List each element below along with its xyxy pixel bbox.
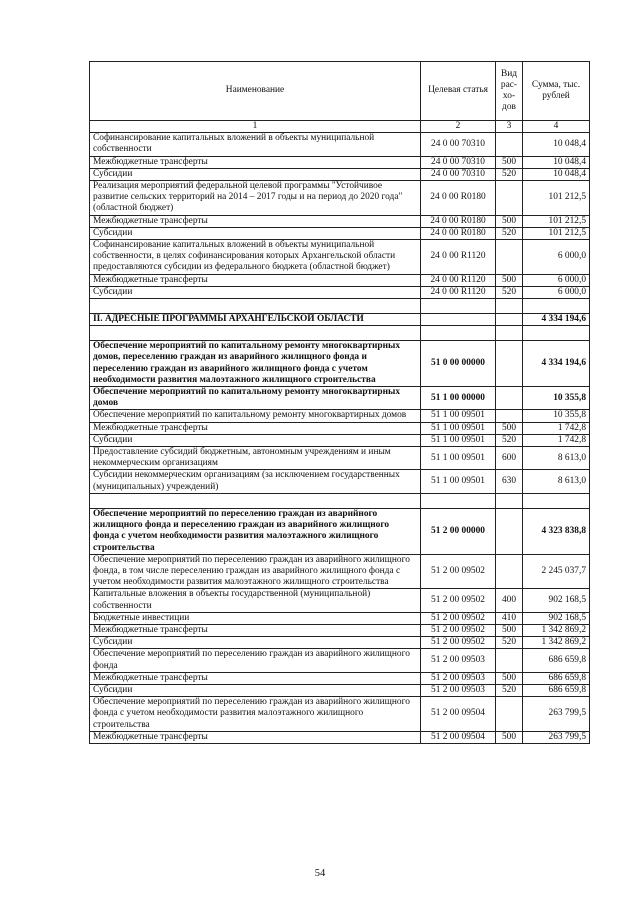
cell-code: 51 2 00 09503	[421, 684, 496, 696]
cell-code: 51 2 00 00000	[421, 508, 496, 554]
cell-vid	[496, 299, 523, 314]
cell-vid: 520	[496, 684, 523, 696]
cell-vid	[496, 697, 523, 732]
cell-sum: 1 742,8	[523, 422, 590, 434]
cell-sum: 10 048,4	[523, 156, 590, 168]
column-number-row	[90, 121, 590, 133]
cell-vid	[496, 508, 523, 554]
cell-name: Софинансирование капитальных вложений в объекты муниципальной собственности	[90, 133, 421, 156]
cell-vid: 520	[496, 168, 523, 180]
cell-vid: 500	[496, 731, 523, 743]
column-number: 4	[523, 121, 590, 133]
cell-vid	[496, 326, 523, 341]
table-row	[90, 133, 590, 156]
cell-name: Субсидии некоммерческим организациям (за исключением государственных (муниципальных) учреждений)	[90, 470, 421, 493]
cell-vid: 520	[496, 286, 523, 298]
table-row	[90, 240, 590, 275]
cell-name: Реализация мероприятий федеральной целевой программы "Устойчивое развитие сельских территорий на 2014 – 2017 годы и на период до 2020 года" (областной бюджет)	[90, 181, 421, 216]
table-row	[90, 314, 590, 326]
cell-sum: 902 168,5	[523, 612, 590, 624]
table-row	[90, 274, 590, 286]
cell-vid	[496, 240, 523, 275]
cell-code: 51 1 00 09501	[421, 434, 496, 446]
cell-code: 24 0 00 R0180	[421, 181, 496, 216]
header-code: Целевая статья	[421, 62, 496, 121]
cell-sum: 4 334 194,6	[523, 341, 590, 387]
cell-vid	[496, 649, 523, 672]
cell-sum: 10 355,8	[523, 387, 590, 410]
cell-vid: 500	[496, 156, 523, 168]
cell-name: Субсидии	[90, 168, 421, 180]
cell-name	[90, 326, 421, 341]
cell-code: 51 1 00 09501	[421, 470, 496, 493]
table-row	[90, 470, 590, 493]
cell-name: Обеспечение мероприятий по переселению граждан из аварийного жилищного фонда и переселению граждан из аварийного жилищного фонда с учетом необходимости развития малоэтажного жилищного строительства	[90, 508, 421, 554]
cell-name: Межбюджетные трансферты	[90, 274, 421, 286]
cell-name	[90, 493, 421, 508]
cell-vid: 400	[496, 589, 523, 612]
cell-vid: 630	[496, 470, 523, 493]
cell-vid: 520	[496, 637, 523, 649]
table-row	[90, 181, 590, 216]
table-row	[90, 422, 590, 434]
cell-vid: 500	[496, 672, 523, 684]
table-row	[90, 286, 590, 298]
cell-vid	[496, 387, 523, 410]
cell-vid: 500	[496, 624, 523, 636]
table-row	[90, 387, 590, 410]
cell-sum: 6 000,0	[523, 274, 590, 286]
table-row	[90, 672, 590, 684]
cell-code: 51 1 00 00000	[421, 387, 496, 410]
cell-code: 24 0 00 R0180	[421, 215, 496, 227]
cell-sum: 10 048,4	[523, 168, 590, 180]
cell-vid: 500	[496, 422, 523, 434]
table-row	[90, 215, 590, 227]
cell-code: 51 1 00 09501	[421, 422, 496, 434]
cell-code	[421, 493, 496, 508]
cell-sum: 101 212,5	[523, 227, 590, 239]
cell-code: 24 0 00 R1120	[421, 274, 496, 286]
cell-name	[90, 299, 421, 314]
cell-code	[421, 314, 496, 326]
cell-vid	[496, 410, 523, 422]
cell-name: Межбюджетные трансферты	[90, 422, 421, 434]
cell-sum: 2 245 037,7	[523, 554, 590, 589]
cell-sum: 10 048,4	[523, 133, 590, 156]
cell-vid: 600	[496, 447, 523, 470]
cell-name: Субсидии	[90, 286, 421, 298]
cell-name: Капитальные вложения в объекты государственной (муниципальной) собственности	[90, 589, 421, 612]
cell-sum: 4 334 194,6	[523, 314, 590, 326]
table-row	[90, 697, 590, 732]
table-body	[90, 133, 590, 744]
page-number: 54	[314, 868, 326, 879]
cell-vid	[496, 493, 523, 508]
table-row	[90, 684, 590, 696]
cell-vid: 520	[496, 434, 523, 446]
cell-code	[421, 326, 496, 341]
spacer-row	[90, 326, 590, 341]
cell-name: Обеспечение мероприятий по капитальному ремонту многоквартирных домов	[90, 410, 421, 422]
cell-vid	[496, 181, 523, 216]
spacer-row	[90, 493, 590, 508]
cell-code: 51 2 00 09502	[421, 589, 496, 612]
table-row	[90, 554, 590, 589]
budget-table	[89, 61, 590, 744]
cell-name: Обеспечение мероприятий по капитальному ремонту многоквартирных домов, переселению граждан из аварийного жилищного фонда и переселению граждан из аварийного жилищного фонда с учетом необходимости развития малоэтажного жилищного строительства	[90, 341, 421, 387]
table-row	[90, 624, 590, 636]
cell-code: 24 0 00 R1120	[421, 240, 496, 275]
table-row	[90, 434, 590, 446]
cell-code: 51 2 00 09503	[421, 649, 496, 672]
cell-code: 51 1 00 09501	[421, 410, 496, 422]
cell-sum: 686 659,8	[523, 684, 590, 696]
cell-sum: 6 000,0	[523, 240, 590, 275]
cell-sum: 6 000,0	[523, 286, 590, 298]
cell-code: 51 2 00 09503	[421, 672, 496, 684]
cell-code: 24 0 00 R0180	[421, 227, 496, 239]
cell-sum: 1 342 869,2	[523, 624, 590, 636]
cell-vid: 410	[496, 612, 523, 624]
cell-name: II. АДРЕСНЫЕ ПРОГРАММЫ АРХАНГЕЛЬСКОЙ ОБЛАСТИ	[90, 314, 421, 326]
cell-name: Межбюджетные трансферты	[90, 624, 421, 636]
cell-sum: 1 742,8	[523, 434, 590, 446]
cell-sum: 10 355,8	[523, 410, 590, 422]
cell-sum: 8 613,0	[523, 470, 590, 493]
cell-sum	[523, 493, 590, 508]
header-vid: Вид рас-хо-дов	[496, 62, 523, 121]
cell-name: Субсидии	[90, 684, 421, 696]
cell-name: Обеспечение мероприятий по переселению граждан из аварийного жилищного фонда с учетом необходимости развития малоэтажного жилищного строительства	[90, 697, 421, 732]
table-row	[90, 612, 590, 624]
table-row	[90, 410, 590, 422]
cell-sum: 686 659,8	[523, 649, 590, 672]
table-row	[90, 589, 590, 612]
cell-vid	[496, 554, 523, 589]
cell-code: 51 2 00 09502	[421, 554, 496, 589]
spacer-row	[90, 299, 590, 314]
cell-vid: 500	[496, 274, 523, 286]
cell-sum: 263 799,5	[523, 697, 590, 732]
cell-code: 51 2 00 09502	[421, 637, 496, 649]
cell-sum: 263 799,5	[523, 731, 590, 743]
cell-sum: 4 323 838,8	[523, 508, 590, 554]
cell-code: 51 1 00 09501	[421, 447, 496, 470]
cell-name: Бюджетные инвестиции	[90, 612, 421, 624]
cell-vid: 520	[496, 227, 523, 239]
header-name: Наименование	[90, 62, 421, 121]
column-number: 1	[90, 121, 421, 133]
cell-vid	[496, 133, 523, 156]
cell-name: Обеспечение мероприятий по капитальному ремонту многоквартирных домов	[90, 387, 421, 410]
cell-sum: 1 342 869,2	[523, 637, 590, 649]
column-number: 2	[421, 121, 496, 133]
table-row	[90, 227, 590, 239]
cell-name: Предоставление субсидий бюджетным, автономным учреждениям и иным некоммерческим организациям	[90, 447, 421, 470]
cell-sum: 101 212,5	[523, 181, 590, 216]
cell-name: Межбюджетные трансферты	[90, 156, 421, 168]
cell-code: 24 0 00 70310	[421, 156, 496, 168]
cell-sum: 101 212,5	[523, 215, 590, 227]
cell-vid	[496, 341, 523, 387]
cell-name: Субсидии	[90, 434, 421, 446]
table-row	[90, 508, 590, 554]
cell-name: Софинансирование капитальных вложений в объекты муниципальной собственности, в целях софинансирования которых Архангельской области предоставляются субсидии из федерального бюджета (областной бюджет)	[90, 240, 421, 275]
cell-code	[421, 299, 496, 314]
cell-code: 51 2 00 09502	[421, 624, 496, 636]
cell-sum: 8 613,0	[523, 447, 590, 470]
table-row	[90, 637, 590, 649]
cell-sum	[523, 299, 590, 314]
table-row	[90, 168, 590, 180]
cell-code: 51 2 00 09504	[421, 697, 496, 732]
cell-name: Обеспечение мероприятий по переселению граждан из аварийного жилищного фонда	[90, 649, 421, 672]
cell-name: Субсидии	[90, 637, 421, 649]
cell-code: 24 0 00 70310	[421, 168, 496, 180]
table-header-row	[90, 62, 590, 121]
cell-name: Межбюджетные трансферты	[90, 672, 421, 684]
cell-sum	[523, 326, 590, 341]
cell-vid: 500	[496, 215, 523, 227]
cell-code: 24 0 00 70310	[421, 133, 496, 156]
cell-sum: 902 168,5	[523, 589, 590, 612]
cell-name: Межбюджетные трансферты	[90, 731, 421, 743]
cell-code: 51 2 00 09502	[421, 612, 496, 624]
header-sum: Сумма, тыс. рублей	[523, 62, 590, 121]
table-row	[90, 341, 590, 387]
table-row	[90, 731, 590, 743]
column-number: 3	[496, 121, 523, 133]
cell-name: Обеспечение мероприятий по переселению граждан из аварийного жилищного фонда, в том числе переселению граждан из аварийного жилищного фонда с учетом необходимости развития малоэтажного жилищного строительства	[90, 554, 421, 589]
cell-name: Межбюджетные трансферты	[90, 215, 421, 227]
cell-code: 51 2 00 09504	[421, 731, 496, 743]
cell-sum: 686 659,8	[523, 672, 590, 684]
cell-code: 51 0 00 00000	[421, 341, 496, 387]
cell-code: 24 0 00 R1120	[421, 286, 496, 298]
cell-vid	[496, 314, 523, 326]
table-row	[90, 447, 590, 470]
table-row	[90, 649, 590, 672]
table-row	[90, 156, 590, 168]
cell-name: Субсидии	[90, 227, 421, 239]
